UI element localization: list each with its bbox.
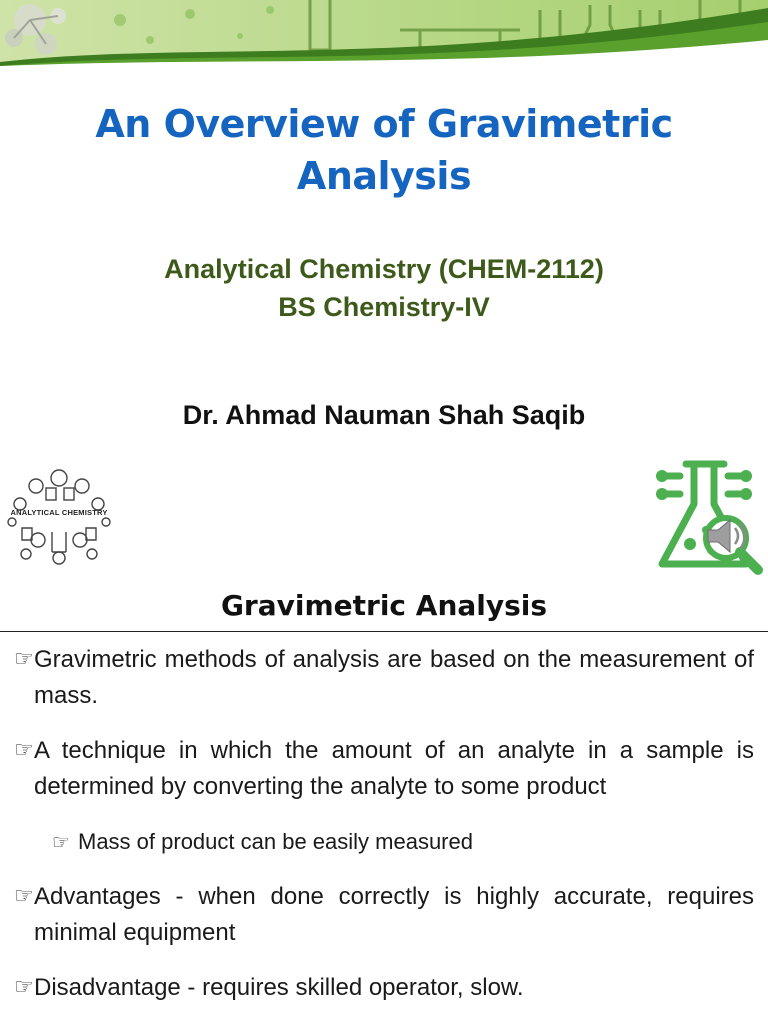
list-item-sub xyxy=(14,824,754,860)
pointing-hand-icon: ☞ xyxy=(14,884,34,909)
author-name: Dr. Ahmad Nauman Shah Saqib xyxy=(182,400,586,430)
pointing-hand-icon: ☞ xyxy=(14,647,34,672)
bullet-text: Advantages - when done correctly is highly accurate, requires minimal equipment xyxy=(34,883,754,946)
course-name: Analytical Chemistry (CHEM-2112) xyxy=(164,254,604,284)
heading-divider xyxy=(0,631,768,632)
list-item xyxy=(14,642,754,714)
program-name: BS Chemistry-IV xyxy=(278,292,490,322)
course-info xyxy=(20,250,748,326)
bullet-text: Gravimetric methods of analysis are based on the measurement of mass. xyxy=(34,646,754,709)
pointing-hand-icon: ☞ xyxy=(52,830,70,854)
slide-title: An Overview of Gravimetric Analysis xyxy=(95,102,673,198)
analytical-chemistry-logo xyxy=(2,458,116,574)
logo-left-label: ANALYTICAL CHEMISTRY xyxy=(10,508,108,517)
bullet-text: Disadvantage - requires skilled operator, slow. xyxy=(34,974,524,1001)
list-item xyxy=(14,733,754,805)
bullet-list xyxy=(14,642,754,1025)
bullet-text: A technique in which the amount of an analyte in a sample is determined by converting the analyte to some product xyxy=(34,737,754,800)
pointing-hand-icon: ☞ xyxy=(14,738,34,763)
bullet-text: Mass of product can be easily measured xyxy=(78,829,473,854)
speaker-icon[interactable] xyxy=(702,516,752,556)
list-item xyxy=(14,970,754,1006)
list-item xyxy=(14,879,754,951)
section-heading: Gravimetric Analysis xyxy=(220,589,548,622)
header-banner xyxy=(0,0,768,66)
pointing-hand-icon: ☞ xyxy=(14,975,34,1000)
